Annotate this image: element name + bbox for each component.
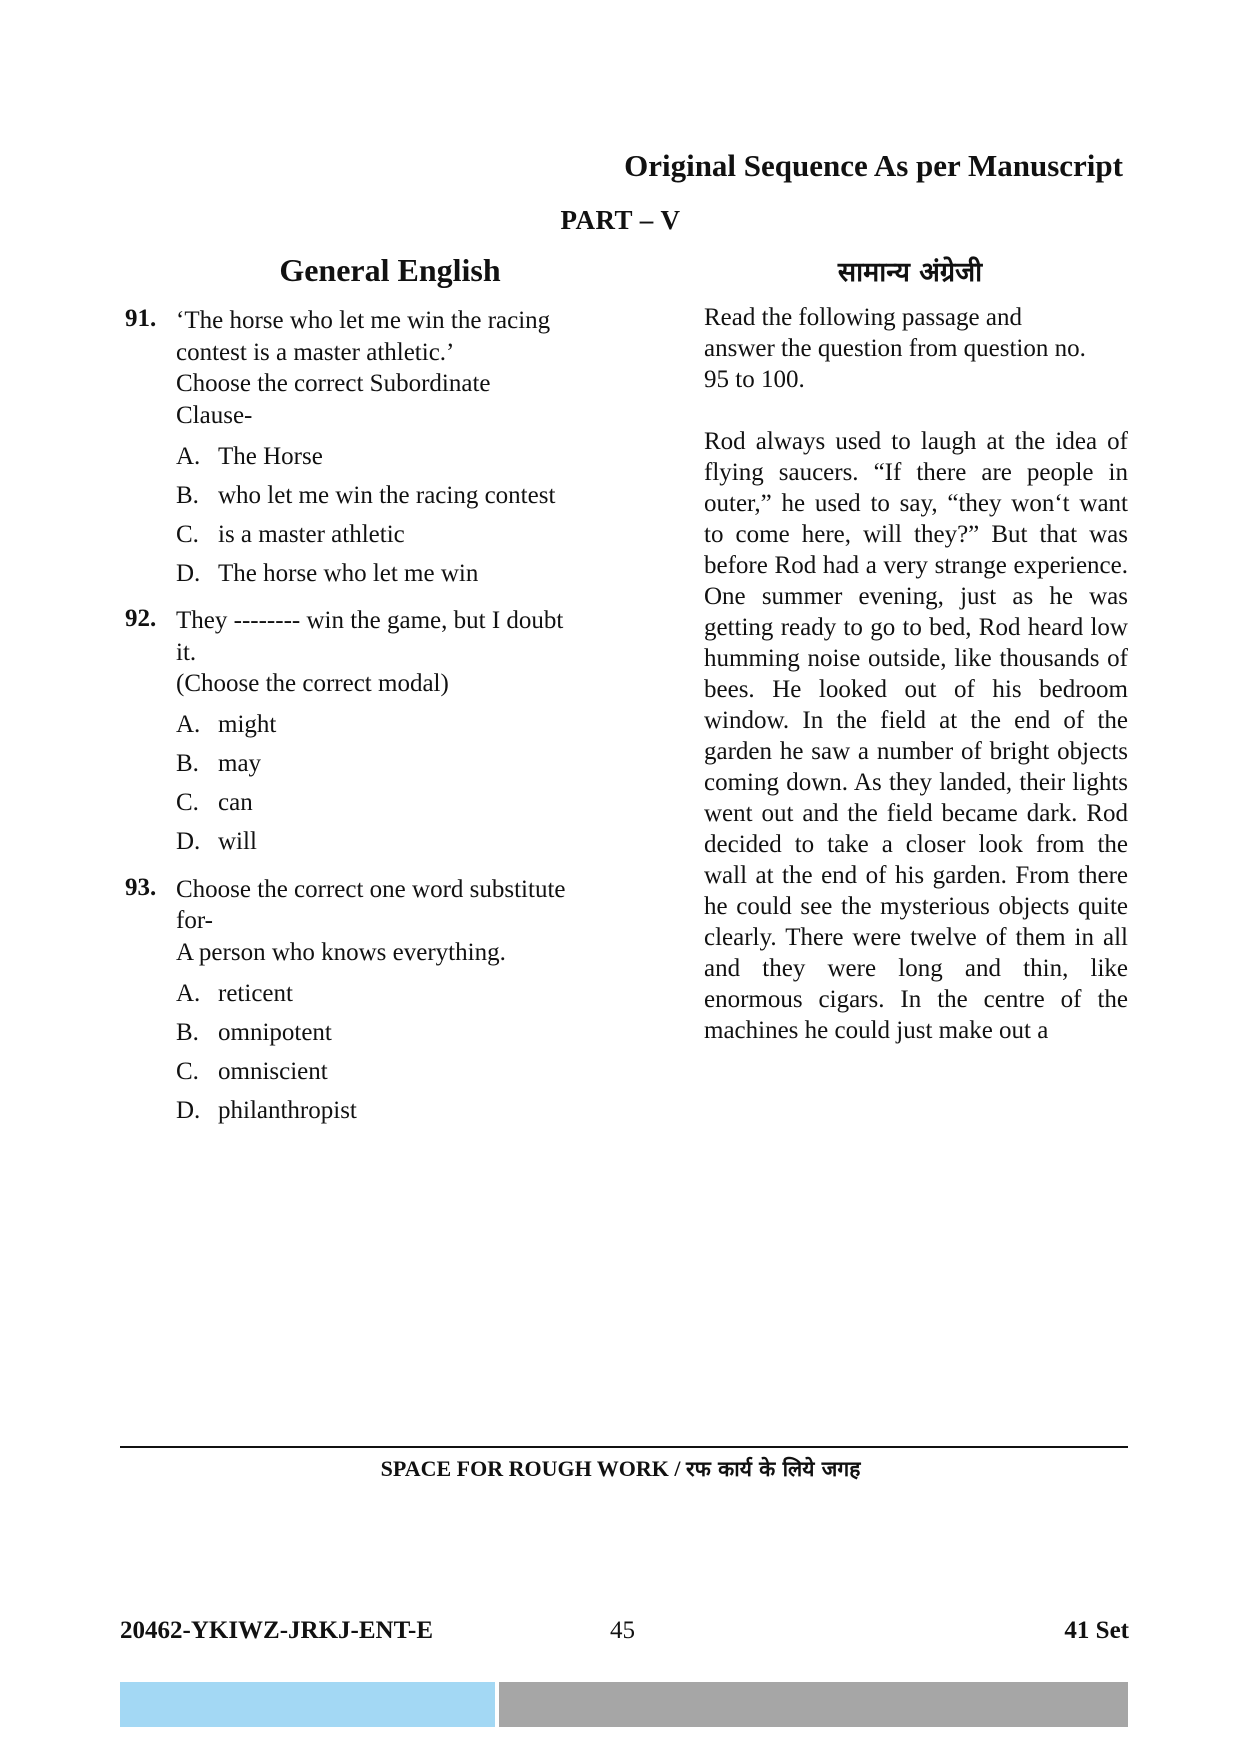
option-letter: A. — [176, 711, 201, 739]
option-d — [176, 554, 610, 593]
option-d — [176, 1091, 610, 1130]
reading-passage: Rod always used to laugh at the idea of flying saucers. “If there are people in outer,” he used to say, “they won‘t want to come here, will they?” But that was before Rod had a very strange experience. One summer evening, just as he was getting ready to go to bed, Rod heard low humming noise outside, like thousands of bees. He looked out of his bedroom window. In the field at the end of the garden he saw a number of bright objects coming down. As they landed, their lights went out and the field became dark. Rod decided to take a closer look from the wall at the end of his garden. From there he could see the mysterious objects quite clearly. There were twelve of them in all and they were long and thin, like enormous cigars. In the centre of the machines he could just make out a — [704, 428, 1128, 1044]
option-letter: C. — [176, 520, 199, 548]
option-text: reticent — [218, 979, 293, 1007]
question-text: ‘The horse who let me win the racing contest is a master athletic.’ Choose the correct Subordinate Clause- — [176, 307, 551, 429]
section-heading-english: General English — [279, 252, 501, 288]
option-a — [176, 437, 610, 476]
paper-code: 20462-YKIWZ-JRKJ-ENT-E — [120, 1617, 433, 1644]
option-b — [176, 1013, 610, 1052]
option-letter: B. — [176, 750, 199, 778]
option-text: omnipotent — [218, 1018, 332, 1046]
rough-work-hindi: रफ कार्य के लिये जगह — [686, 1457, 861, 1481]
manuscript-title: Original Sequence As per Manuscript — [624, 148, 1123, 183]
option-text: might — [218, 711, 277, 739]
option-a — [176, 974, 610, 1013]
option-letter: A. — [176, 979, 201, 1007]
option-text: is a master athletic — [218, 520, 405, 548]
option-list — [176, 437, 610, 593]
footer-bar-gray — [499, 1682, 1128, 1727]
part-title: PART – V — [560, 205, 681, 235]
option-text: will — [218, 828, 257, 856]
option-b — [176, 745, 610, 784]
option-b — [176, 476, 610, 515]
rough-work-english: SPACE FOR ROUGH WORK / — [380, 1456, 681, 1481]
questions-column — [120, 305, 610, 1142]
option-list — [176, 974, 610, 1130]
option-text: philanthropist — [218, 1096, 357, 1124]
question-93 — [120, 874, 610, 1131]
question-text: They -------- win the game, but I doubt it. (Choose the correct modal) — [176, 607, 564, 697]
question-text: Choose the correct one word substitute for- A person who knows everything. — [176, 875, 566, 966]
option-a — [176, 706, 610, 745]
question-number: 93. — [125, 873, 157, 901]
option-c — [176, 784, 610, 823]
option-letter: A. — [176, 442, 201, 470]
option-text: may — [218, 750, 262, 778]
section-heading-hindi: सामान्य अंग्रेजी — [837, 257, 983, 288]
question-number: 91. — [125, 305, 157, 332]
option-letter: D. — [176, 1096, 201, 1124]
rough-work-label — [0, 1455, 1241, 1483]
option-letter: B. — [176, 1018, 199, 1046]
option-letter: C. — [176, 1057, 199, 1085]
option-letter: D. — [176, 828, 201, 856]
question-91 — [120, 305, 610, 593]
option-letter: D. — [176, 559, 201, 587]
option-letter: C. — [176, 789, 199, 817]
set-label: 41 Set — [1064, 1617, 1129, 1644]
option-list — [176, 706, 610, 862]
option-letter: B. — [176, 481, 199, 509]
passage-column — [704, 302, 1128, 1046]
option-c — [176, 515, 610, 554]
option-c — [176, 1052, 610, 1091]
option-text: can — [218, 789, 253, 817]
option-text: omniscient — [218, 1057, 328, 1085]
question-92 — [120, 605, 610, 862]
page-number: 45 — [610, 1617, 635, 1644]
option-text: The Horse — [218, 442, 323, 470]
passage-instructions: Read the following passage and answer the question from question no. 95 to 100. — [704, 304, 1086, 393]
option-text: The horse who let me win — [218, 559, 479, 587]
rough-work-divider — [120, 1446, 1128, 1448]
option-d — [176, 823, 610, 862]
footer-bar-blue — [120, 1682, 495, 1727]
option-text: who let me win the racing contest — [218, 481, 556, 509]
question-number: 92. — [125, 605, 157, 632]
